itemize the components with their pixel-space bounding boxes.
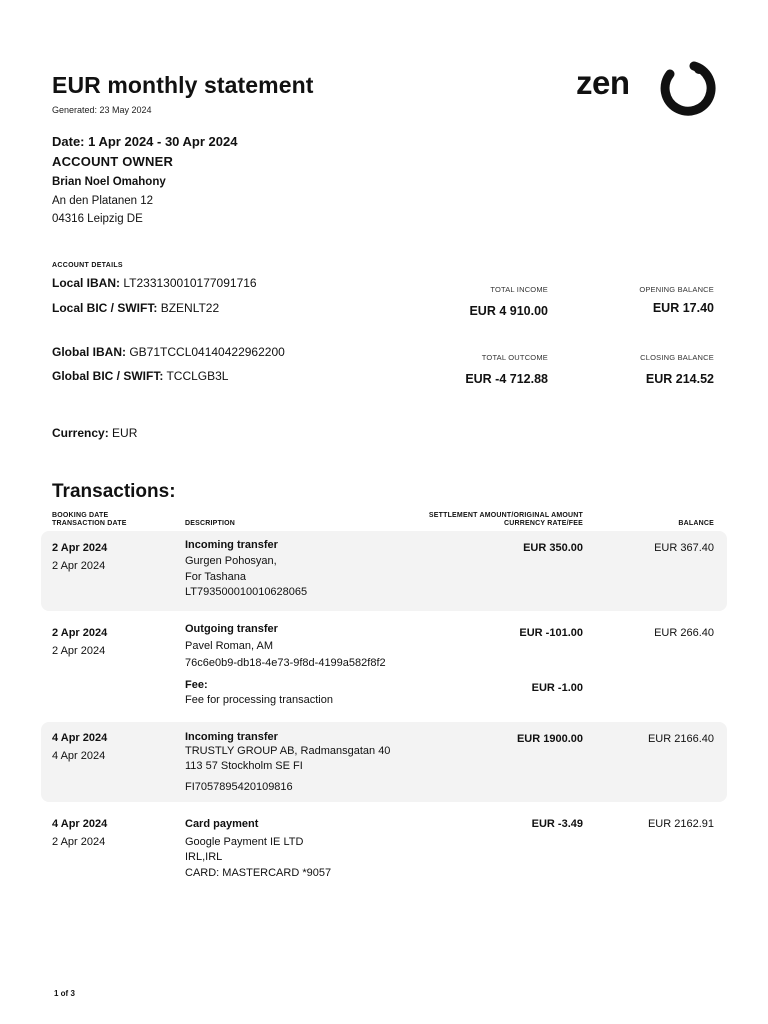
transaction-line: Gurgen Pohosyan, xyxy=(185,555,277,567)
transaction-line: 76c6e0b9-db18-4e73-9f8d-4199a582f8f2 xyxy=(185,657,386,669)
transaction-balance: EUR 266.40 xyxy=(654,627,714,639)
opening-balance-label: OPENING BALANCE xyxy=(639,285,714,294)
closing-balance-label: CLOSING BALANCE xyxy=(640,353,714,362)
closing-balance-value: EUR 214.52 xyxy=(645,372,714,386)
currency-row xyxy=(52,426,137,440)
transaction-type: Card payment xyxy=(185,818,259,830)
total-income-value: EUR 4 910.00 xyxy=(469,304,548,318)
transaction-type: Incoming transfer xyxy=(185,539,278,551)
zen-logo xyxy=(576,58,716,116)
col-balance: BALANCE xyxy=(678,520,714,527)
transaction-line: Pavel Roman, AM xyxy=(185,640,274,652)
transaction-date: 2 Apr 2024 xyxy=(52,560,106,572)
local-iban-value: LT233130010177091716 xyxy=(123,276,257,290)
transaction-line: CARD: MASTERCARD *9057 xyxy=(185,867,332,879)
transaction-balance: EUR 2166.40 xyxy=(647,733,714,745)
opening-balance-value: EUR 17.40 xyxy=(652,301,714,315)
col-transaction-date: TRANSACTION DATE xyxy=(52,520,127,527)
total-outcome-label: TOTAL OUTCOME xyxy=(481,353,548,362)
table-row xyxy=(41,722,727,802)
transaction-type: Outgoing transfer xyxy=(185,623,278,635)
local-iban-row xyxy=(52,276,257,290)
transaction-balance: EUR 367.40 xyxy=(654,542,714,554)
transaction-amount: EUR 350.00 xyxy=(523,542,583,554)
total-income-label: TOTAL INCOME xyxy=(490,285,548,294)
fee-amount: EUR -1.00 xyxy=(531,682,583,694)
transaction-line: IRL,IRL xyxy=(185,851,223,863)
global-bic-row xyxy=(52,369,228,383)
fee-description: Fee for processing transaction xyxy=(185,694,333,706)
fee-label: Fee: xyxy=(185,679,208,691)
global-iban-row xyxy=(52,345,285,359)
account-owner-heading: ACCOUNT OWNER xyxy=(52,154,174,169)
transaction-type: Incoming transfer xyxy=(185,731,278,743)
statement-period: Date: 1 Apr 2024 - 30 Apr 2024 xyxy=(52,134,238,149)
table-row xyxy=(41,531,727,611)
local-iban-label: Local IBAN: xyxy=(52,276,121,290)
global-bic-value: TCCLGB3L xyxy=(166,369,229,383)
booking-date: 4 Apr 2024 xyxy=(52,818,108,830)
transactions-heading: Transactions: xyxy=(52,481,176,502)
currency-label: Currency: xyxy=(52,426,109,440)
transaction-date: 2 Apr 2024 xyxy=(52,645,106,657)
transaction-line: LT793500010010628065 xyxy=(185,586,308,598)
local-bic-value: BZENLT22 xyxy=(160,301,220,315)
total-outcome-value: EUR -4 712.88 xyxy=(465,372,548,386)
generated-date: Generated: 23 May 2024 xyxy=(52,105,152,115)
currency-value: EUR xyxy=(112,426,138,440)
logo-text: zen xyxy=(576,64,630,101)
page-number: 1 of 3 xyxy=(54,989,75,998)
global-iban-label: Global IBAN: xyxy=(52,345,126,359)
booking-date: 4 Apr 2024 xyxy=(52,732,108,744)
transaction-date: 2 Apr 2024 xyxy=(52,836,106,848)
col-rate-fee: CURRENCY RATE/FEE xyxy=(504,520,583,527)
zen-ring-icon xyxy=(658,58,716,116)
statement-title: EUR monthly statement xyxy=(52,72,314,98)
transaction-line: TRUSTLY GROUP AB, Radmansgatan 40 xyxy=(185,745,391,757)
account-details-heading: ACCOUNT DETAILS xyxy=(52,262,123,269)
global-bic-label: Global BIC / SWIFT: xyxy=(52,369,164,383)
owner-street: An den Platanen 12 xyxy=(52,195,154,207)
col-settlement-amount: SETTLEMENT AMOUNT/ORIGINAL AMOUNT xyxy=(428,512,583,519)
transaction-date: 4 Apr 2024 xyxy=(52,750,106,762)
col-description: DESCRIPTION xyxy=(185,520,236,527)
local-bic-row xyxy=(52,301,219,315)
transaction-balance: EUR 2162.91 xyxy=(647,818,714,830)
transaction-amount: EUR -101.00 xyxy=(519,627,583,639)
booking-date: 2 Apr 2024 xyxy=(52,542,108,554)
transaction-line: Google Payment IE LTD xyxy=(185,836,304,848)
global-iban-value: GB71TCCL04140422962200 xyxy=(129,345,285,359)
owner-city: 04316 Leipzig DE xyxy=(52,213,143,225)
transaction-amount: EUR -3.49 xyxy=(531,818,583,830)
transaction-line: FI7057895420109816 xyxy=(185,781,293,793)
local-bic-label: Local BIC / SWIFT: xyxy=(52,301,158,315)
transaction-amount: EUR 1900.00 xyxy=(516,733,583,745)
transaction-line: 113 57 Stockholm SE FI xyxy=(185,760,303,772)
transaction-line: For Tashana xyxy=(185,571,246,583)
booking-date: 2 Apr 2024 xyxy=(52,627,108,639)
col-booking-date: BOOKING DATE xyxy=(52,512,109,519)
owner-name: Brian Noel Omahony xyxy=(52,176,166,188)
